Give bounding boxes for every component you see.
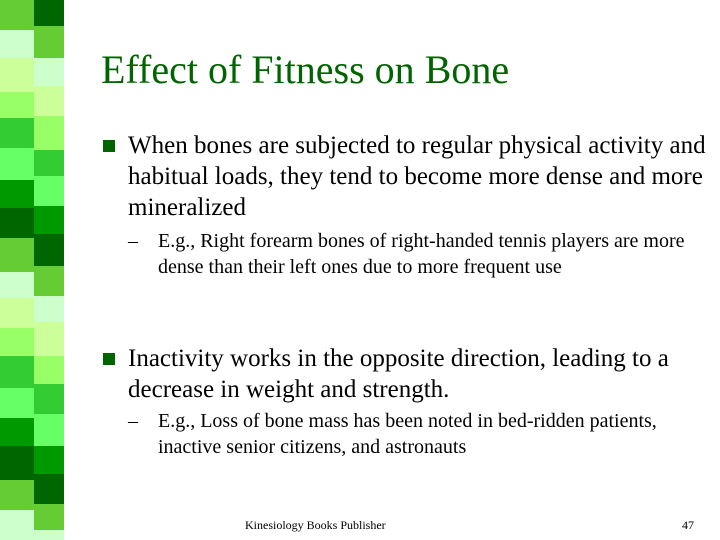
bullet-1-text: When bones are subjected to regular physical activity and habitual loads, they tend to become more dense and more mineralized: [128, 132, 706, 221]
stripe-block: [0, 298, 34, 328]
stripe-block: [34, 234, 64, 266]
stripe-block: [34, 296, 64, 322]
decorative-green-stripe: [0, 0, 80, 540]
stripe-block: [34, 0, 64, 26]
stripe-block: [34, 26, 64, 58]
stripe-block: [34, 176, 64, 206]
stripe-block: [0, 356, 34, 388]
stripe-block: [34, 58, 64, 86]
stripe-block: [34, 322, 64, 356]
stripe-block: [34, 504, 64, 530]
stripe-block: [34, 266, 64, 296]
stripe-block: [34, 356, 64, 384]
stripe-block: [34, 150, 64, 176]
stripe-block: [0, 118, 34, 148]
stripe-block: [34, 530, 64, 540]
stripe-block: [34, 116, 64, 150]
stripe-block: [0, 30, 34, 58]
stripe-block: [34, 446, 64, 474]
stripe-block: [34, 86, 64, 116]
bullet-square-icon: [103, 353, 115, 365]
stripe-block: [34, 414, 64, 446]
stripe-block: [0, 92, 34, 118]
bullet-2-text: Inactivity works in the opposite direction, leading to a decrease in weight and strength.: [128, 345, 669, 403]
sub-bullet-1-text: E.g., Right forearm bones of right-handed tennis players are more dense than their left ones due to more frequent use: [158, 230, 685, 278]
stripe-block: [0, 272, 34, 298]
stripe-block: [0, 510, 34, 540]
stripe-block: [0, 180, 34, 208]
bullet-square-icon: [103, 140, 115, 152]
sub-bullet-2-text: E.g., Loss of bone mass has been noted in bed-ridden patients, inactive senior citizens, and astronauts: [158, 410, 657, 458]
stripe-block: [0, 418, 34, 446]
stripe-block: [0, 388, 34, 418]
footer-publisher: Kinesiology Books Publisher: [245, 518, 386, 532]
stripe-block: [0, 328, 34, 356]
stripe-block: [34, 384, 64, 414]
stripe-block: [34, 206, 64, 234]
slide-title: Effect of Fitness on Bone: [101, 47, 510, 92]
stripe-block: [0, 58, 34, 92]
stripe-block: [0, 0, 34, 30]
page-number: 47: [682, 518, 694, 532]
stripe-block: [0, 148, 34, 180]
stripe-block: [0, 446, 34, 480]
stripe-block: [0, 208, 34, 238]
stripe-block: [0, 238, 34, 272]
sub-bullet-1-dash: –: [128, 230, 138, 252]
stripe-block: [0, 480, 34, 510]
sub-bullet-2-dash: –: [128, 410, 138, 432]
stripe-block: [34, 474, 64, 504]
